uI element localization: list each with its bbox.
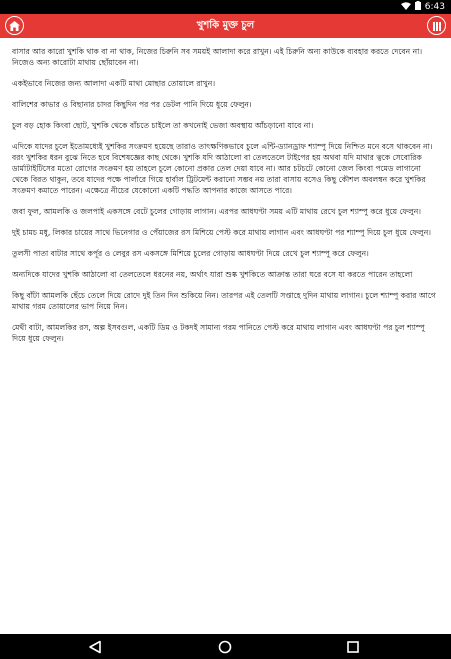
article-paragraph: চুল বড় হোক কিংবা ছোট, খুশকি থেকে বাঁচতে চাইলে তা কখনোই ভেজা অবস্থায় আঁচড়ানো যাবে না। — [12, 121, 314, 130]
wifi-icon — [401, 2, 411, 13]
article-paragraph: অন্যদিকে যাদের খুশকি আঠালো বা তেলতেলে ধরনের নয়, অর্থাৎ যারা শুষ্ক খুশকিতে আক্রান্ত তারা ঘরে বসে যা করতে পারেন তাহলো — [12, 270, 413, 279]
article-paragraph: এদিকে যাদের চুলে ইতোমধ্যেই খুশকির সংক্রমণ হয়েছে তারাও তাৎক্ষণিকভাবে চুলে এন্টি-ড্যানড্রাফ শ্যাম্পু দিয়ে নিশ্চিত মনে বসে থাকবেন না। বরং খুশকির ধরন বুঝে নিতে হবে বিশেষজ্ঞের কাছ থেকে। খুশকি যদি আঠালো বা তেলতেলে টাইপের হয় অথবা যদি মাথার ত্বকে সেবোরিক ডার্মাটাইটিসের মতো রোগের সংক্রমণ হয় তাহলে চুলে কোনো প্রকার তেল দেয়া যাবে না। আর চটচটে কোনো জেল কিংবা পমেড লাগানো থেকে বিরত থাকুন, তবে যাদের পক্ষে পার্লারে গিয়ে হার্বাল ট্রিটমেন্ট করানো সম্ভব নয় তারা বাসায় বসেও কিছু কৌশল অবলম্বন করে খুশকির সংক্রমণ কমাতে পারেন। এক্ষেত্রে নীচের যেকোনো একটি পদ্ধতি আপনার কাজে আসতে পারে। — [12, 142, 433, 195]
recents-icon[interactable] — [346, 639, 360, 658]
article-paragraph: মেথী বাটা, আমলকির রস, অল্প ইসবগুল, একটি ডিম ও টকদই সামান্য গরম পানিতে পেস্ট করে মাথায় লাগান এবং আধঘণ্টা পর চুল শ্যাম্পু দিয়ে ধুয়ে ফেলুন। — [12, 323, 425, 343]
article-content[interactable] — [0, 38, 451, 634]
article-paragraph: বালিশের কাভার ও বিছানার চাদর কিছুদিন পর পর ডেটল পানি দিয়ে ধুয়ে ফেলুন। — [12, 100, 252, 109]
app-title: খুশকি মুক্ত চুল — [196, 19, 255, 31]
navigation-bar — [0, 634, 451, 659]
article-paragraph: একইভাবে নিজের জন্য আলাদা একটি মাথা মোছার তোয়ালে রাখুন। — [12, 79, 216, 88]
battery-icon — [415, 1, 421, 13]
article-paragraph: দুই চামচ মধু, লিকার চায়ের সাথে ভিনেগার ও পেঁয়াজের রস মিশিয়ে পেস্ট করে মাথায় লাগান এবং আধঘণ্টা পর শ্যাম্পু দিয়ে চুল ধুয়ে ফেলুন। — [12, 228, 431, 237]
nav-home-icon[interactable] — [218, 639, 232, 658]
status-bar — [0, 0, 451, 14]
status-icons — [401, 1, 445, 13]
home-icon — [9, 16, 20, 35]
article-paragraph: তুলসী পাতা বাটার সাথে কর্পূর ও লেবুর রস একসঙ্গে মিশিয়ে চুলের গোড়ায় আধঘণ্টা দিয়ে রেখে চুল শ্যাম্পু করে ফেলুন। — [12, 249, 369, 258]
article-paragraph: বাসার আর কারো খুশকি থাক বা না থাক, নিজের চিরুনি সব সময়ই আলাদা করে রাখুন। এই চিরুনি অন্য কাউকে ব্যবহার করতে দেবেন না। নিজেও অন্য কারোটা মাথায় ছোঁয়াবেন না। — [12, 47, 423, 67]
home-button[interactable] — [5, 16, 24, 35]
status-time: 6:43 — [424, 2, 445, 12]
app-bar — [0, 14, 451, 38]
back-icon[interactable] — [88, 639, 102, 658]
menu-grid-icon — [432, 16, 442, 35]
menu-button[interactable] — [427, 16, 446, 35]
article-paragraph: জবা ফুল, আমলকি ও জলপাই একসঙ্গে বেটে চুলের গোড়ায় লাগান। এরপর আধঘণ্টা সময় এটি মাথায় রেখে চুল শ্যাম্পু করে ধুয়ে ফেলুন। — [12, 207, 422, 216]
article-paragraph: কিছু বাঁটা আমলকি ছেঁচে তেলে দিয়ে রোদে দুই তিন দিন শুকিয়ে নিন। তারপর এই তেলটি সপ্তাহে দুদিন মাথায় লাগান। চুলে শ্যাম্পু করার আগে মাথায় গরম তোয়ালের ভাপ নিয়ে নিন। — [12, 291, 436, 311]
